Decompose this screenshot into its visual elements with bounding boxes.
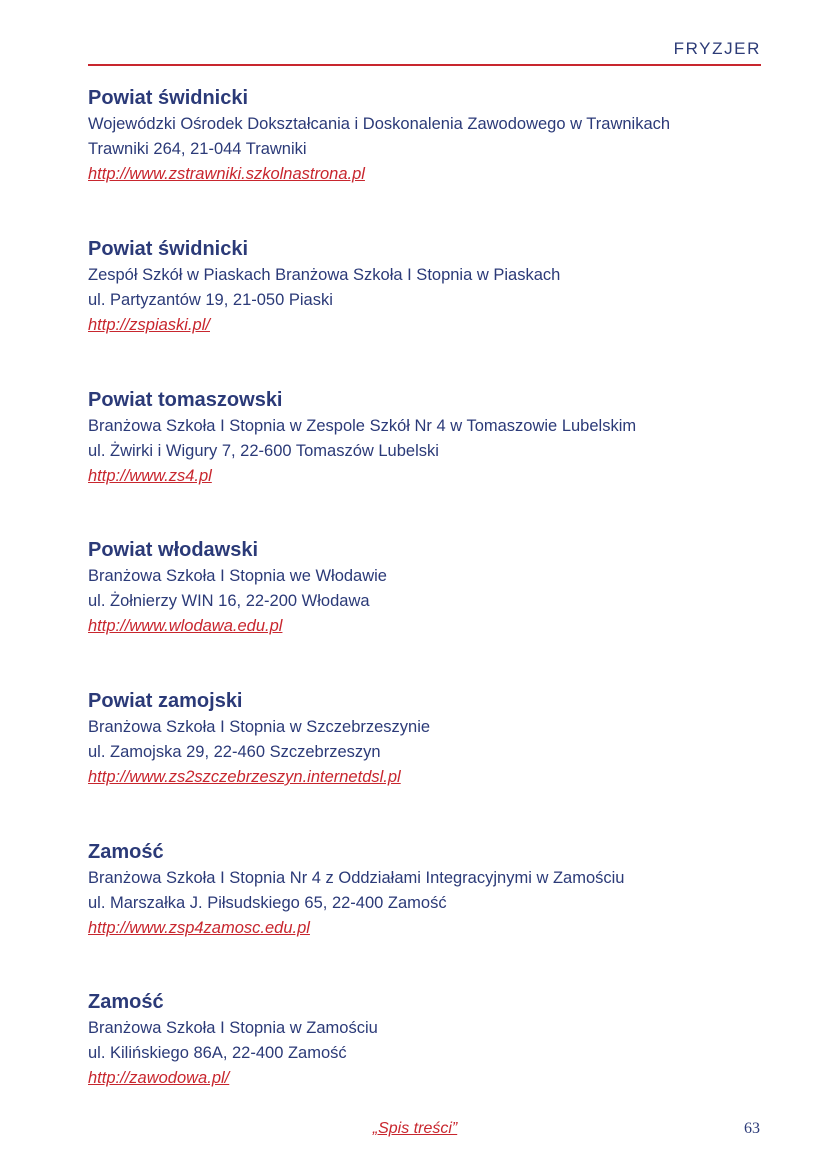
school-entry bbox=[88, 237, 768, 338]
district-heading: Powiat świdnicki bbox=[88, 87, 249, 109]
school-website-link[interactable]: http://www.zsp4zamosc.edu.pl bbox=[88, 919, 310, 937]
school-website-link[interactable]: http://www.wlodawa.edu.pl bbox=[88, 617, 283, 635]
school-name: Branżowa Szkoła I Stopnia w Zespole Szkół Nr 4 w Tomaszowie Lubelskim bbox=[88, 417, 637, 435]
school-name: Branżowa Szkoła I Stopnia w Zamościu bbox=[88, 1019, 378, 1037]
district-heading: Powiat tomaszowski bbox=[88, 389, 283, 411]
school-website-link[interactable]: http://www.zs2szczebrzeszyn.internetdsl.pl bbox=[88, 768, 401, 786]
table-of-contents-link[interactable]: „Spis treści” bbox=[372, 1120, 458, 1137]
school-name: Branżowa Szkoła I Stopnia we Włodawie bbox=[88, 567, 387, 585]
district-heading: Zamość bbox=[88, 991, 164, 1013]
school-website-link[interactable]: http://www.zstrawniki.szkolnastrona.pl bbox=[88, 165, 365, 183]
district-heading: Powiat włodawski bbox=[88, 539, 259, 561]
school-entry bbox=[88, 538, 768, 639]
school-entry bbox=[88, 689, 768, 790]
district-heading: Powiat świdnicki bbox=[88, 238, 249, 260]
school-address: ul. Żołnierzy WIN 16, 22-200 Włodawa bbox=[88, 592, 370, 610]
school-entry bbox=[88, 990, 768, 1091]
school-entry bbox=[88, 840, 768, 941]
school-website-link[interactable]: http://zspiaski.pl/ bbox=[88, 316, 210, 334]
school-website-link[interactable]: http://zawodowa.pl/ bbox=[88, 1069, 230, 1087]
school-website-link[interactable]: http://www.zs4.pl bbox=[88, 467, 212, 485]
page-number: 63 bbox=[744, 1120, 760, 1137]
district-heading: Zamość bbox=[88, 841, 164, 863]
school-address: Trawniki 264, 21-044 Trawniki bbox=[88, 140, 307, 158]
school-address: ul. Kilińskiego 86A, 22-400 Zamość bbox=[88, 1044, 347, 1062]
school-name: Zespół Szkół w Piaskach Branżowa Szkoła I Stopnia w Piaskach bbox=[88, 266, 561, 284]
school-address: ul. Marszałka J. Piłsudskiego 65, 22-400 Zamość bbox=[88, 894, 447, 912]
school-entry bbox=[88, 388, 768, 489]
district-heading: Powiat zamojski bbox=[88, 690, 243, 712]
header-divider bbox=[88, 64, 761, 66]
school-entry bbox=[88, 86, 768, 187]
school-address: ul. Żwirki i Wigury 7, 22-600 Tomaszów Lubelski bbox=[88, 442, 439, 460]
running-header-title: FRYZJER bbox=[673, 39, 761, 58]
school-address: ul. Partyzantów 19, 21-050 Piaski bbox=[88, 291, 333, 309]
school-name: Branżowa Szkoła I Stopnia Nr 4 z Oddziałami Integracyjnymi w Zamościu bbox=[88, 869, 625, 887]
school-address: ul. Zamojska 29, 22-460 Szczebrzeszyn bbox=[88, 743, 381, 761]
school-name: Branżowa Szkoła I Stopnia w Szczebrzeszynie bbox=[88, 718, 431, 736]
school-name: Wojewódzki Ośrodek Dokształcania i Doskonalenia Zawodowego w Trawnikach bbox=[88, 115, 671, 133]
